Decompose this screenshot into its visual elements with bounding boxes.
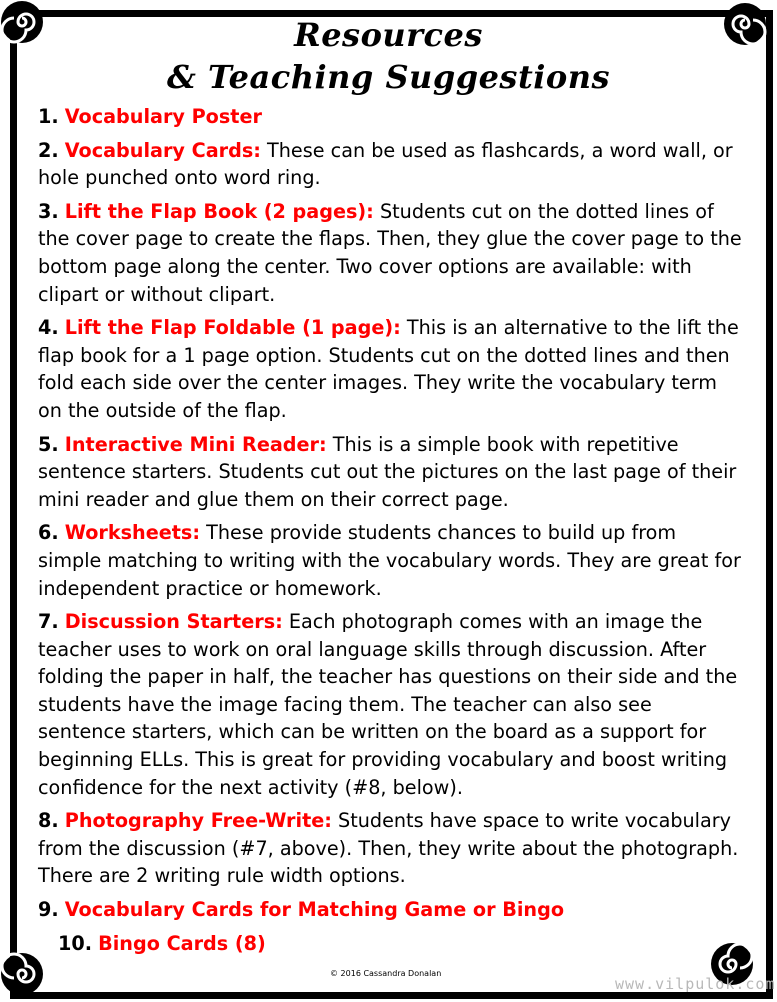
list-item (38, 807, 744, 890)
item-label: Discussion Starters: (64, 610, 283, 634)
list-item (38, 137, 744, 192)
item-label: Bingo Cards (8) (98, 931, 266, 955)
list-item (38, 103, 744, 131)
item-text: Each photograph comes with an image the teacher uses to work on oral language skills through discussion. After folding the paper in half, the teacher has questions on their side and the students have the image facing them. The teacher can also see sentence starters, which can be written on the board as a support for beginning ELLs. This is great for providing vocabulary and boost writing confidence for the next activity (#8, below). (38, 610, 738, 799)
item-number: 3. (38, 199, 59, 223)
list-item (38, 431, 744, 514)
item-text: These can be used as flashcards, a word wall, or hole punched onto word ring. (38, 138, 733, 190)
item-text: Students cut on the dotted lines of the cover page to create the flaps. Then, they glue the cover page to the bottom page along the center. Two cover options are available: with clipart or without clipart. (38, 199, 742, 306)
page-title-line-2: & Teaching Suggestions (166, 58, 610, 96)
item-number: 10. (58, 931, 92, 955)
list-item (38, 930, 744, 958)
item-label: Interactive Mini Reader: (64, 432, 327, 456)
item-number: 2. (38, 138, 59, 162)
copyright-notice: © 2016 Cassandra Donalan (330, 969, 442, 978)
item-label: Lift the Flap Foldable (1 page): (64, 316, 401, 340)
item-text: These provide students chances to build up from simple matching to writing with the vocabulary words. They are great for independent practice or homework. (38, 521, 741, 600)
item-number: 8. (38, 809, 59, 833)
item-text: Students have space to write vocabulary from the discussion (#7, above). Then, they write about the photograph. There are 2 writing rule width options. (38, 809, 739, 888)
watermark: www.vilpulok.com (615, 975, 776, 993)
list-item (38, 519, 744, 602)
resource-list (38, 103, 744, 963)
list-item (38, 314, 744, 424)
page-title-line-1: Resources (294, 16, 483, 54)
item-label: Worksheets: (64, 521, 201, 545)
item-number: 6. (38, 521, 59, 545)
item-label: Vocabulary Poster (64, 105, 262, 128)
item-number: 9. (38, 898, 59, 922)
list-item (38, 198, 744, 308)
item-number: 7. (38, 610, 59, 634)
list-item (38, 896, 744, 924)
item-number: 1. (38, 105, 59, 128)
item-number: 4. (38, 316, 59, 340)
item-label: Vocabulary Cards: (64, 138, 261, 162)
item-text: This is a simple book with repetitive sentence starters. Students cut out the pictures on the last page of their mini reader and glue them on their correct page. (38, 432, 737, 511)
item-label: Photography Free-Write: (64, 809, 332, 833)
item-number: 5. (38, 432, 59, 456)
item-text: This is an alternative to the lift the flap book for a 1 page option. Students cut on the dotted lines and then fold each side over the center images. They write the vocabulary term on the outside of the flap. (38, 316, 739, 422)
item-label: Vocabulary Cards for Matching Game or Bingo (64, 898, 565, 922)
list-item (38, 608, 744, 801)
item-label: Lift the Flap Book (2 pages): (64, 199, 374, 223)
